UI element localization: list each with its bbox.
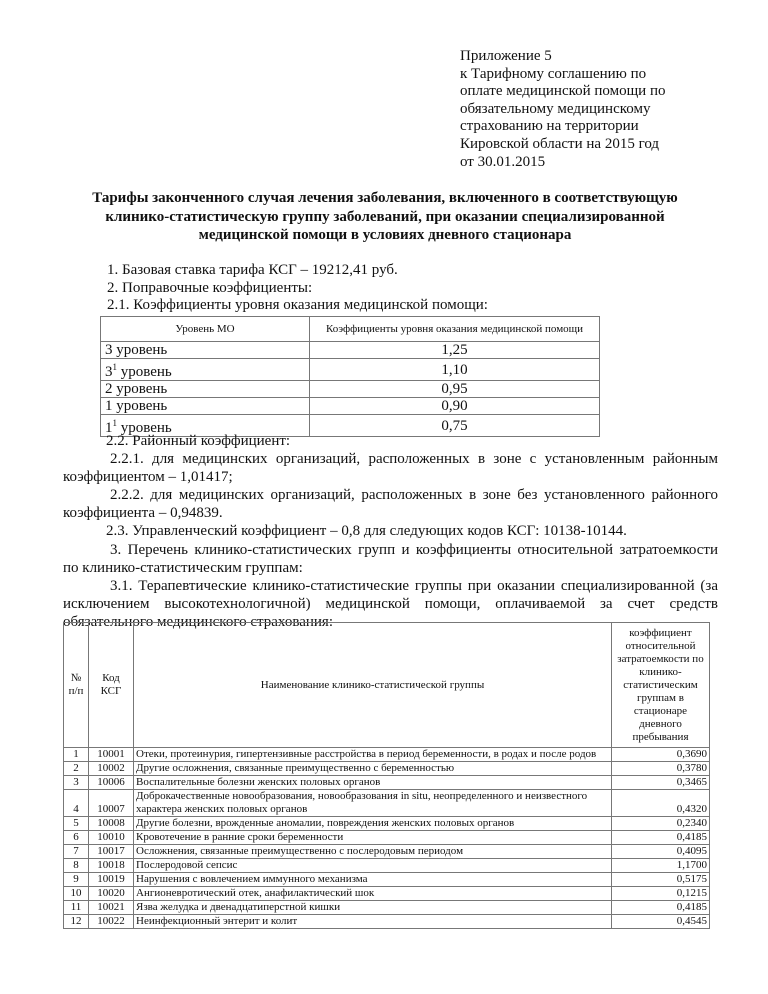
coefficient-cell: 1,10	[310, 359, 600, 381]
table-row	[64, 831, 710, 845]
appendix-line: Приложение 5	[460, 48, 552, 64]
group-name: Другие осложнения, связанные преимущественно с беременностью	[134, 762, 612, 776]
table-row	[101, 359, 600, 381]
table-row	[64, 915, 710, 929]
ksg-code: 10022	[89, 915, 134, 929]
coefficient: 0,4320	[612, 790, 710, 817]
table-row	[64, 845, 710, 859]
coefficient: 0,5175	[612, 873, 710, 887]
row-number: 4	[64, 790, 89, 817]
row-number: 8	[64, 859, 89, 873]
coefficient-cell: 0,75	[310, 415, 600, 437]
ksg-code: 10002	[89, 762, 134, 776]
group-name: Другие болезни, врожденные аномалии, повреждения женских половых органов	[134, 817, 612, 831]
coefficient: 1,1700	[612, 859, 710, 873]
level-label: 1	[105, 420, 113, 436]
level-coefficients-heading: 2.1. Коэффициенты уровня оказания медицинской помощи:	[107, 297, 488, 314]
level-label: 1 уровень	[105, 398, 168, 414]
appendix-header	[460, 48, 666, 171]
group-name: Кровотечение в ранние сроки беременности	[134, 831, 612, 845]
row-number: 7	[64, 845, 89, 859]
appendix-line: от 30.01.2015	[460, 153, 546, 170]
coefficient: 0,1215	[612, 887, 710, 901]
appendix-line: страхованию на территории	[460, 118, 639, 135]
paragraph: 2.2.1. для медицинских организаций, расположенных в зоне с установленным районным коэффициентом – 1,01417;	[63, 451, 718, 486]
appendix-line: обязательному медицинскому	[460, 100, 651, 117]
paragraph: 3.1. Терапевтические клинико-статистические группы при оказании специализированной (за исключением высокотехнологичной) медицинской помощи, оплачиваемой за счет средств обязательного медицинского страхования:	[63, 577, 718, 630]
col-header: Коэффициенты уровня оказания медицинской помощи	[310, 317, 600, 342]
document-title: Тарифы законченного случая лечения заболевания, включенного в соответствующую клинико-статистическую группу заболеваний, при оказании специализированной медицинской помощи в условиях дневного стационара	[92, 190, 678, 243]
coefficient: 0,4095	[612, 845, 710, 859]
group-name: Воспалительные болезни женских половых органов	[134, 776, 612, 790]
level-cell	[101, 381, 310, 398]
coefficients-heading: 2. Поправочные коэффициенты:	[107, 279, 313, 296]
group-name: Ангионевротический отек, анафилактический шок	[134, 887, 612, 901]
group-name: Язва желудка и двенадцатиперстной кишки	[134, 901, 612, 915]
row-number: 1	[64, 748, 89, 762]
paragraph: 3. Перечень клинико-статистических групп и коэффициенты относительной затратоемкости по клинико-статистическим группам:	[63, 541, 718, 576]
table-row	[64, 873, 710, 887]
base-rate: 1. Базовая ставка тарифа КСГ – 19212,41 руб.	[107, 262, 398, 278]
level-superscript: 1	[112, 418, 117, 428]
row-number: 6	[64, 831, 89, 845]
level-cell	[101, 398, 310, 415]
ksg-code: 10001	[89, 748, 134, 762]
ksg-code: 10017	[89, 845, 134, 859]
coefficient: 0,3690	[612, 748, 710, 762]
paragraph: 2.3. Управленческий коэффициент – 0,8 для следующих кодов КСГ: 10138-10144.	[106, 523, 627, 540]
intro	[107, 262, 488, 315]
coefficient: 0,4545	[612, 915, 710, 929]
group-name: Нарушения с вовлечением иммунного механизма	[134, 873, 612, 887]
table-row	[101, 381, 600, 398]
row-number: 10	[64, 887, 89, 901]
body-text	[63, 432, 718, 631]
group-name: Неинфекционный энтерит и колит	[134, 915, 612, 929]
level-label-rest: уровень	[117, 420, 172, 436]
level-label-rest: уровень	[117, 364, 172, 380]
table-row	[64, 748, 710, 762]
table-row	[64, 901, 710, 915]
coefficient-cell: 0,95	[310, 381, 600, 398]
group-name: Отеки, протеинурия, гипертензивные расстройства в период беременности, в родах и после родов	[134, 748, 612, 762]
table-row	[64, 887, 710, 901]
ksg-code: 10020	[89, 887, 134, 901]
coefficient: 0,4185	[612, 831, 710, 845]
table-row	[64, 859, 710, 873]
col-header: № п/п	[64, 623, 89, 748]
ksg-code: 10008	[89, 817, 134, 831]
appendix-line: оплате медицинской помощи по	[460, 83, 666, 100]
ksg-code: 10007	[89, 790, 134, 817]
col-header: Код КСГ	[89, 623, 134, 748]
row-number: 3	[64, 776, 89, 790]
paragraph: 2.2. Районный коэффициент:	[106, 433, 291, 449]
row-number: 2	[64, 762, 89, 776]
coefficient: 0,2340	[612, 817, 710, 831]
level-label: 3 уровень	[105, 342, 168, 358]
level-label: 3	[105, 364, 113, 380]
coefficient: 0,3465	[612, 776, 710, 790]
appendix-line: к Тарифному соглашению по	[460, 65, 647, 82]
table-row	[64, 817, 710, 831]
table-row	[64, 790, 710, 817]
coefficient-cell: 1,25	[310, 342, 600, 359]
row-number: 12	[64, 915, 89, 929]
row-number: 9	[64, 873, 89, 887]
level-superscript: 1	[112, 362, 117, 372]
ksg-code: 10018	[89, 859, 134, 873]
col-header: коэффициент относительной затратоемкости по клинико-статистическим группам в стационаре дневного пребывания	[612, 623, 710, 748]
ksg-code: 10019	[89, 873, 134, 887]
row-number: 11	[64, 901, 89, 915]
row-number: 5	[64, 817, 89, 831]
group-name: Послеродовой сепсис	[134, 859, 612, 873]
coefficient-cell: 0,90	[310, 398, 600, 415]
table-row	[64, 776, 710, 790]
col-header: Уровень МО	[101, 317, 310, 342]
ksg-code: 10010	[89, 831, 134, 845]
level-label: 2 уровень	[105, 381, 168, 397]
ksg-code: 10006	[89, 776, 134, 790]
ksg-code: 10021	[89, 901, 134, 915]
level-cell	[101, 342, 310, 359]
coefficient: 0,3780	[612, 762, 710, 776]
col-header: Наименование клинико-статистической группы	[134, 623, 612, 748]
ksg-table	[63, 622, 710, 929]
table-row	[64, 762, 710, 776]
table-row	[101, 398, 600, 415]
levels-table	[100, 316, 600, 437]
paragraph: 2.2.2. для медицинских организаций, расположенных в зоне без установленного районного коэффициента – 0,94839.	[63, 487, 718, 522]
coefficient: 0,4185	[612, 901, 710, 915]
appendix-line: Кировской области на 2015 год	[460, 135, 660, 152]
table-row	[101, 342, 600, 359]
group-name: Доброкачественные новообразования, новообразования in situ, неопределенного и неизвестного характера женских половых органов	[134, 790, 612, 817]
level-cell	[101, 359, 310, 381]
group-name: Осложнения, связанные преимущественно с послеродовым периодом	[134, 845, 612, 859]
